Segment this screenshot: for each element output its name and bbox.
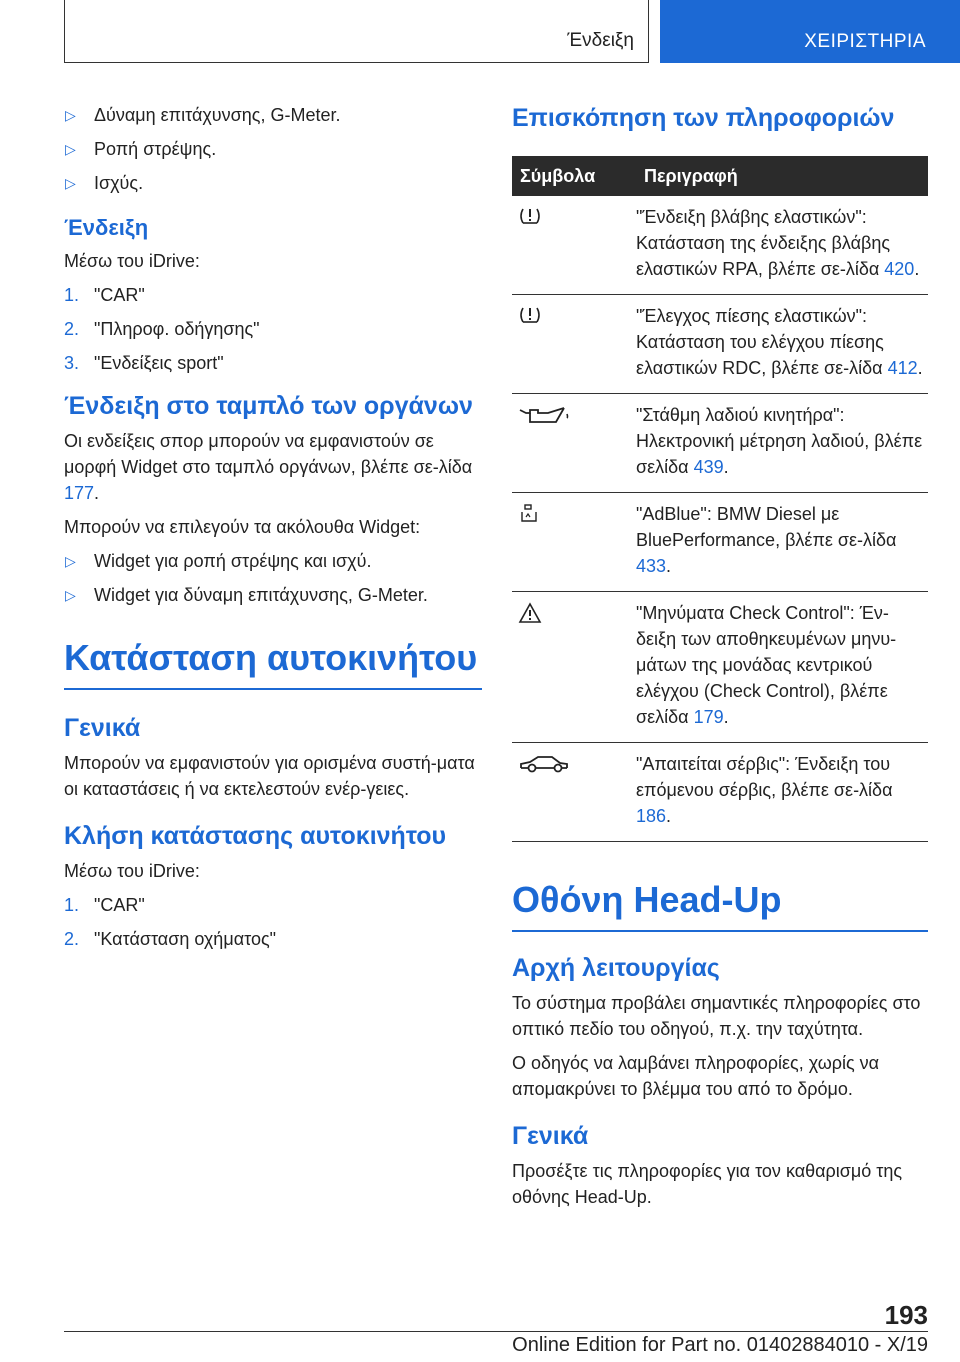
page-link[interactable]: 433: [636, 556, 667, 576]
header-section-box: [64, 0, 649, 63]
col-description: Περιγραφή: [636, 156, 928, 196]
oil-can-icon: [518, 404, 570, 426]
page-number: 193: [884, 1300, 928, 1330]
tire-warning-icon: [518, 206, 542, 226]
step-item: 2. "Πληροφ. οδήγησης": [64, 319, 260, 339]
left-column: [64, 102, 482, 960]
step-item: 3. "Ενδείξεις sport": [64, 353, 224, 373]
info-table: [512, 156, 928, 842]
step-item: 1. "CAR": [64, 285, 145, 305]
triangle-bullet-icon: ▷: [65, 107, 76, 123]
right-column: [512, 102, 928, 1210]
list-item: ▷ Widget για ροπή στρέψης και ισχύ.: [64, 548, 482, 574]
list-item: ▷ Ισχύς.: [64, 170, 482, 196]
warning-triangle-icon: [518, 602, 542, 624]
display-heading: Ένδειξη: [64, 215, 149, 240]
footer-divider: [64, 1331, 928, 1332]
panel-paragraph: Οι ενδείξεις σπορ μπορούν να εμφανιστούν σε μορφή Widget στο ταμπλό οργάνων, βλέπε σε-λίδα 177.: [64, 431, 473, 503]
call-status-heading: Κλήση κατάστασης αυτοκινήτου: [64, 822, 447, 850]
vehicle-status-title: Κατάσταση αυτοκινήτου: [64, 636, 482, 690]
triangle-bullet-icon: ▷: [65, 587, 76, 603]
principle-paragraph-2: Ο οδηγός να λαμβάνει πληροφορίες, χωρίς να απομακρύνει το βλέμμα του από το δρόμο.: [512, 1053, 880, 1099]
col-symbols: Σύμβολα: [512, 156, 636, 196]
page-link[interactable]: 412: [887, 358, 918, 378]
panel-widgets-intro: Μπορούν να επιλεγούν τα ακόλουθα Widget:: [64, 517, 421, 537]
panel-heading: Ένδειξη στο ταμπλό των οργάνων: [64, 392, 473, 420]
page-link[interactable]: 177: [64, 483, 95, 503]
hud-general-heading: Γενικά: [512, 1122, 589, 1150]
general-text: Μπορούν να εμφανιστούν για ορισμένα συστή-ματα οι καταστάσεις ή να εκτελεστούν ενέρ-γειες.: [64, 753, 475, 799]
list-item: ▷ Δύναμη επιτάχυνσης, G-Meter.: [64, 102, 482, 128]
car-service-icon: [518, 753, 570, 775]
page-link[interactable]: 186: [636, 806, 667, 826]
adblue-icon: [518, 503, 540, 525]
header-section-label: Ένδειξη: [567, 30, 634, 51]
triangle-bullet-icon: ▷: [65, 141, 76, 157]
step-item: 2. "Κατάσταση οχήματος": [64, 929, 277, 949]
table-row: "Στάθμη λαδιού κινητήρα": Ηλεκτρονική μέτρηση λαδιού, βλέπε σελίδα 439.: [512, 394, 928, 493]
page-link[interactable]: 179: [693, 707, 724, 727]
call-status-intro: Μέσω του iDrive:: [64, 861, 200, 881]
table-header-row: [512, 156, 928, 196]
overview-heading: Επισκόπηση των πληροφοριών: [512, 104, 895, 132]
tire-pressure-icon: [518, 305, 542, 325]
footer-edition: Online Edition for Part no. 01402884010 - X/19: [512, 1334, 928, 1356]
display-intro: Μέσω του iDrive:: [64, 251, 200, 271]
principle-heading: Αρχή λειτουργίας: [512, 954, 720, 982]
triangle-bullet-icon: ▷: [65, 553, 76, 569]
principle-paragraph-1: Το σύστημα προβάλει σημαντικές πληροφορίες στο οπτικό πεδίο του οδηγού, π.χ. την ταχύτητα.: [512, 993, 921, 1039]
general-heading: Γενικά: [64, 714, 141, 742]
page-link[interactable]: 420: [884, 259, 915, 279]
table-row: "Απαιτείται σέρβις": Ένδειξη του επόμενου σέρβις, βλέπε σε-λίδα 186.: [512, 743, 928, 842]
header-chapter-tab[interactable]: [660, 0, 960, 63]
table-row: "Ένδειξη βλάβης ελαστικών": Κατάσταση της ένδειξης βλάβης ελαστικών RPA, βλέπε σε-λίδα 420.: [512, 196, 928, 295]
triangle-bullet-icon: ▷: [65, 175, 76, 191]
table-row: "Έλεγχος πίεσης ελαστικών": Κατάσταση του ελέγχου πίεσης ελαστικών RDC, βλέπε σε-λίδα 412.: [512, 295, 928, 394]
table-row: "AdBlue": BMW Diesel με BluePerformance, βλέπε σε-λίδα 433.: [512, 493, 928, 592]
table-row: "Μηνύματα Check Control": Έν-δειξη των αποθηκευμένων μηνυ-μάτων της μονάδας κεντρικού ελέγχου (Check Control), βλέπε σελίδα 179.: [512, 592, 928, 743]
list-item: ▷ Ροπή στρέψης.: [64, 136, 482, 162]
hud-title: Οθόνη Head-Up: [512, 878, 928, 932]
hud-general-text: Προσέξτε τις πληροφορίες για τον καθαρισμό της οθόνης Head-Up.: [512, 1161, 903, 1207]
header-chapter-label: ΧΕΙΡΙΣΤΗΡΙΑ: [804, 31, 926, 52]
step-item: 1. "CAR": [64, 895, 145, 915]
page-link[interactable]: 439: [693, 457, 724, 477]
list-item: ▷ Widget για δύναμη επιτάχυνσης, G-Meter.: [64, 582, 482, 608]
